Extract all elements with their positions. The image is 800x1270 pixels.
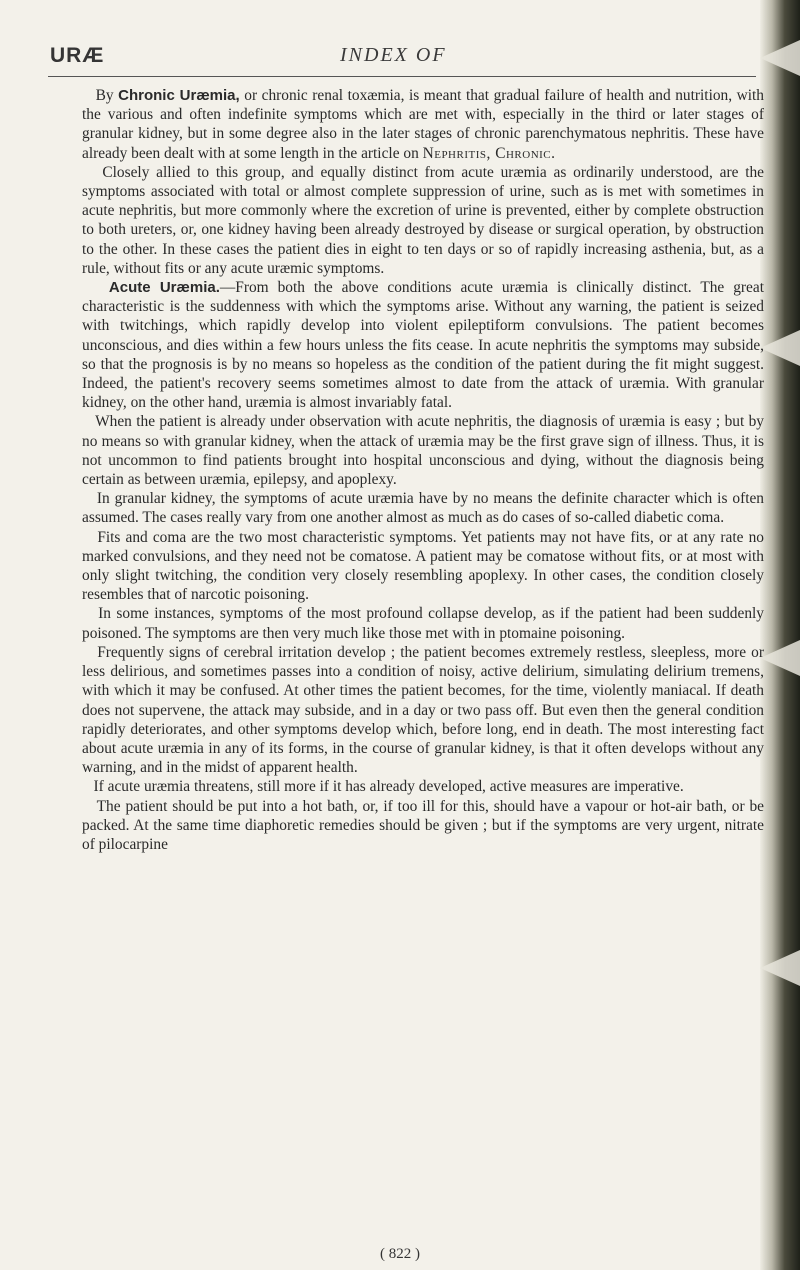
- paragraph-text: Closely allied to this group, and equally distinct from acute uræmia as ordinarily understood, are the symptoms associated with total or almost complete suppression of urine, such as is met with sometimes in acute nephritis, but more commonly where the excretion of urine is prevented, either by complete obstruction to both ureters, or, one kidney having been already destroyed by disease or surgical operation, by obstruction to the other. In these cases the patient dies in eight to ten days or so of rapidly increasing asthenia, but, as a rule, without fits or any acute uræmic symptoms.: [82, 163, 764, 277]
- paragraph-text: Frequently signs of cerebral irritation develop ; the patient becomes extremely restless, sleepless, more or less delirious, and sometimes passes into a condition of noisy, active delirium, simulating delirium tremens, with which it may be confused. At other times the patient becomes, for the time, violently maniacal. If death does not supervene, the attack may subside, and in a day or two pass off. But even then the general condition rapidly deteriorates, and other symptoms develop which, before long, end in death. The most interesting fact about acute uræmia in any of its forms, in the course of granular kidney, is that it often develops without any warning, and in the midst of apparent health.: [82, 643, 764, 777]
- page-number: ( 822 ): [380, 1246, 420, 1262]
- paragraph: [82, 489, 764, 527]
- paragraph-text: Fits and coma are the two most characteristic symptoms. Yet patients may not have fits, or at any rate no marked convulsions, and they need not be comatose. A patient may be comatose without fits, or at most with only slight twitching, the condition very closely resembling apoplexy. In other cases, the condition closely resembles that of narcotic poisoning.: [82, 528, 764, 604]
- header-title: INDEX OF: [340, 44, 447, 66]
- paragraph: [82, 777, 764, 796]
- body-text: [82, 86, 764, 854]
- paragraph-text: In some instances, symptoms of the most profound collapse develop, as if the patient had been suddenly poisoned. The symptoms are then very much like those met with in ptomaine poisoning.: [82, 605, 764, 642]
- cross-reference: Nephritis, Chronic.: [422, 144, 556, 162]
- paragraph: [82, 643, 764, 777]
- section-heading-acute-uraemia: Acute Uræmia.: [108, 279, 220, 297]
- paragraph: [82, 528, 764, 605]
- paragraph-text: If acute uræmia threatens, still more if it has already developed, active measures are imperative.: [93, 778, 684, 796]
- paragraph-text: The patient should be put into a hot bath, or, if too ill for this, should have a vapour or hot-air bath, or be packed. At the same time diaphoretic remedies should be given ; but if the symptoms are very urgent, nitrate of pilocarpine: [82, 797, 764, 853]
- paragraph-text: or chronic renal toxæmia, is meant that gradual failure of health and nutrition, with the various and often indefinite symptoms which are met with, especially in the third or later stages of granular kidney, but in some degree also in the later stages of chronic parenchymatous nephritis. These have already been dealt with at some length in the article on: [82, 87, 764, 162]
- paragraph-text: In granular kidney, the symptoms of acute uræmia have by no means the definite character which is often assumed. The cases really vary from one another almost as much as do cases of so-called diabetic coma.: [82, 490, 764, 527]
- page-binding-shadow: [760, 0, 800, 1270]
- paragraph-chronic-uraemia: By Chronic Uræmia, or chronic renal toxæmia, is meant that gradual failure of health and nutrition, with the various and often indefinite symptoms which are met with, especially in the third or later stages of granular kidney, but in some degree also in the later stages of chronic parenchymatous nephritis. These have already been dealt with at some length in the article on Nephritis, Chronic.: [82, 87, 764, 162]
- header-rule: [48, 76, 756, 77]
- paragraph: [82, 604, 764, 642]
- paragraph-text: When the patient is already under observation with acute nephritis, the diagnosis of uræmia is easy ; but by no means so with granular kidney, when the attack of uræmia may be the first grave sign of illness. Thus, it is not uncommon to find patients brought into hospital unconscious and dying, without the diagnosis being certain as between uræmia, epilepsy, and apoplexy.: [82, 413, 764, 489]
- paragraph-acute-uraemia: [82, 278, 764, 412]
- section-heading-chronic-uraemia: Chronic Uræmia,: [118, 87, 240, 104]
- paragraph: [82, 163, 764, 278]
- paragraph: [82, 412, 764, 489]
- paragraph-text: —From both the above conditions acute uræmia is clinically distinct. The great characteristic is the suddenness with which the symptoms arise. Without any warning, the patient is seized with twitchings, which rapidly develop into violent epileptiform convulsions. The patient becomes unconscious, and dies within a few hours unless the fits cease. In acute nephritis the symptoms may subside, so that the prognosis is by no means so hopeless as the condition of the patient during the fit might suggest. Indeed, the patient's recovery seems sometimes almost to date from the attack of uræmia. With granular kidney, on the other hand, uræmia is almost invariably fatal.: [82, 279, 764, 412]
- header-keyword: URÆ: [50, 44, 105, 67]
- paragraph: [82, 797, 764, 855]
- running-header: [50, 44, 760, 78]
